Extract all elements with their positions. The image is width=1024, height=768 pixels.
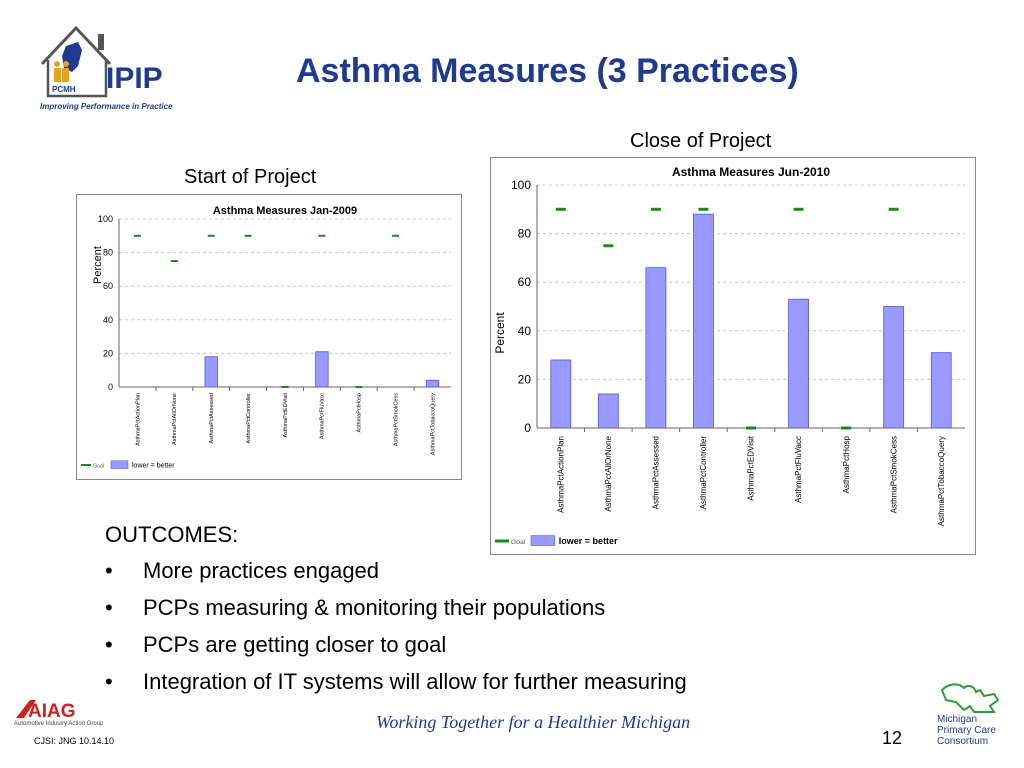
bar <box>598 394 618 428</box>
outcome-item <box>105 626 687 663</box>
aiag-subtitle: Automotive Industry Action Group <box>14 721 104 727</box>
goal-marker <box>651 208 661 211</box>
outcome-text: Integration of IT systems will allow for further measuring <box>143 669 687 694</box>
goal-marker <box>698 208 708 211</box>
y-tick-label: 40 <box>517 323 531 338</box>
category-label: AsthmaPctEDVisit <box>282 393 289 438</box>
chart-title: Asthma Measures Jun-2010 <box>671 165 831 179</box>
legend-bar-label: lower = better <box>132 462 175 470</box>
outcomes-heading: OUTCOMES: <box>105 522 239 547</box>
aiag-logo-text: AIAG <box>28 701 76 722</box>
category-label: AsthmaPctEDVisit <box>746 436 756 501</box>
goal-marker <box>603 244 613 247</box>
legend-goal-swatch <box>81 464 91 466</box>
bullet-glyph: • <box>105 595 113 620</box>
ipip-tagline: Improving Performance in Practice <box>40 102 173 111</box>
category-label: AsthmaPctController <box>245 393 252 444</box>
y-axis-label: Percent <box>493 312 507 354</box>
category-label: AsthmaPctAllOrNone <box>604 436 613 512</box>
outcome-item <box>105 589 687 626</box>
goal-marker <box>889 208 899 211</box>
category-label: AsthmaPctAssessed <box>651 436 661 510</box>
mpcc-line: Consortium <box>937 736 989 747</box>
bar <box>426 380 439 387</box>
outcomes-section <box>105 522 687 700</box>
category-label: AsthmaPctFluVacc <box>794 436 804 503</box>
category-label: AsthmaPctAssessed <box>209 393 216 444</box>
slide-title: Asthma Measures (3 Practices) <box>296 52 799 90</box>
outcome-item <box>105 552 687 589</box>
outcome-text: PCPs measuring & monitoring their populations <box>143 595 606 620</box>
category-label: AsthmaPctAllOrNone <box>172 393 179 445</box>
goal-marker <box>794 208 804 211</box>
category-label: AsthmaPctTobaccoQuery <box>430 393 437 456</box>
bar <box>205 357 218 387</box>
goal-marker <box>208 235 215 237</box>
goal-marker <box>392 235 399 237</box>
legend-bar-swatch <box>111 461 128 469</box>
category-label: AsthmaPctController <box>699 436 709 510</box>
aiag-logo <box>14 696 104 722</box>
mpcc-line: Primary Care <box>937 725 996 736</box>
y-tick-label: 20 <box>102 348 113 359</box>
bar <box>693 214 713 428</box>
category-label: AsthmaPctTobaccoQuery <box>936 436 946 527</box>
bar <box>931 353 951 428</box>
outcome-item <box>105 663 687 700</box>
category-label: AsthmaPctHosp <box>841 436 851 494</box>
y-tick-label: 0 <box>107 382 113 392</box>
category-label: AsthmaPctSmokCess <box>889 436 899 514</box>
y-tick-label: 40 <box>102 314 113 325</box>
mpcc-logo <box>934 680 1006 714</box>
y-tick-label: 20 <box>517 372 531 387</box>
category-label: AsthmaPctActionPlan <box>135 393 142 446</box>
goal-marker <box>355 386 362 388</box>
chart-start-of-project <box>76 194 462 480</box>
y-tick-label: 60 <box>517 275 531 290</box>
legend-goal-label: Goal <box>511 539 526 546</box>
legend-bar-label: lower = better <box>558 536 618 546</box>
category-label: AsthmaPctHosp <box>356 393 363 433</box>
y-axis-label: Percent <box>92 246 104 284</box>
outcome-text: More practices engaged <box>143 558 380 583</box>
category-label: AsthmaPctFluVacc <box>319 393 326 440</box>
goal-marker <box>282 386 289 388</box>
bullet-glyph: • <box>105 669 113 694</box>
goal-marker <box>318 235 325 237</box>
caption-start-of-project: Start of Project <box>184 166 317 188</box>
y-tick-label: 80 <box>517 226 531 241</box>
goal-marker <box>171 260 178 262</box>
y-tick-label: 100 <box>97 214 113 224</box>
chart-close-of-project <box>490 157 976 555</box>
y-tick-label: 100 <box>510 178 531 192</box>
category-label: AsthmaPctActionPlan <box>556 436 566 513</box>
bar <box>646 268 666 428</box>
ipip-pcmh-text: PCMH <box>52 85 76 94</box>
footnote: CJSI: JNG 10.14.10 <box>34 736 115 746</box>
bar <box>789 299 809 428</box>
bullet-glyph: • <box>105 632 113 657</box>
goal-marker <box>841 427 851 430</box>
bar <box>316 352 329 387</box>
outcome-text: PCPs are getting closer to goal <box>143 632 447 657</box>
footer-tagline: Working Together for a Healthier Michigan <box>376 712 691 732</box>
ipip-logo-text: IPIP <box>106 62 163 95</box>
chart-title: Asthma Measures Jan-2009 <box>212 205 358 217</box>
chart-start-svg <box>77 195 461 479</box>
bar <box>551 360 571 428</box>
legend-goal-label: Goal <box>93 463 105 470</box>
y-tick-label: 60 <box>102 281 113 292</box>
bar <box>884 307 904 429</box>
page-number: 12 <box>882 728 903 748</box>
bullet-glyph: • <box>105 558 113 583</box>
y-tick-label: 0 <box>524 421 531 435</box>
category-label: AsthmaPctSmokCess <box>393 393 400 447</box>
chart-close-svg <box>491 158 975 554</box>
caption-close-of-project: Close of Project <box>630 130 772 152</box>
goal-marker <box>556 208 566 211</box>
ipip-logo <box>38 20 178 102</box>
goal-marker <box>134 235 141 237</box>
mpcc-line: Michigan <box>937 714 978 725</box>
mpcc-logo-text <box>937 714 996 747</box>
goal-marker <box>746 427 756 430</box>
goal-marker <box>245 235 252 237</box>
outcomes-list <box>105 552 687 700</box>
y-tick-label: 80 <box>102 247 113 258</box>
